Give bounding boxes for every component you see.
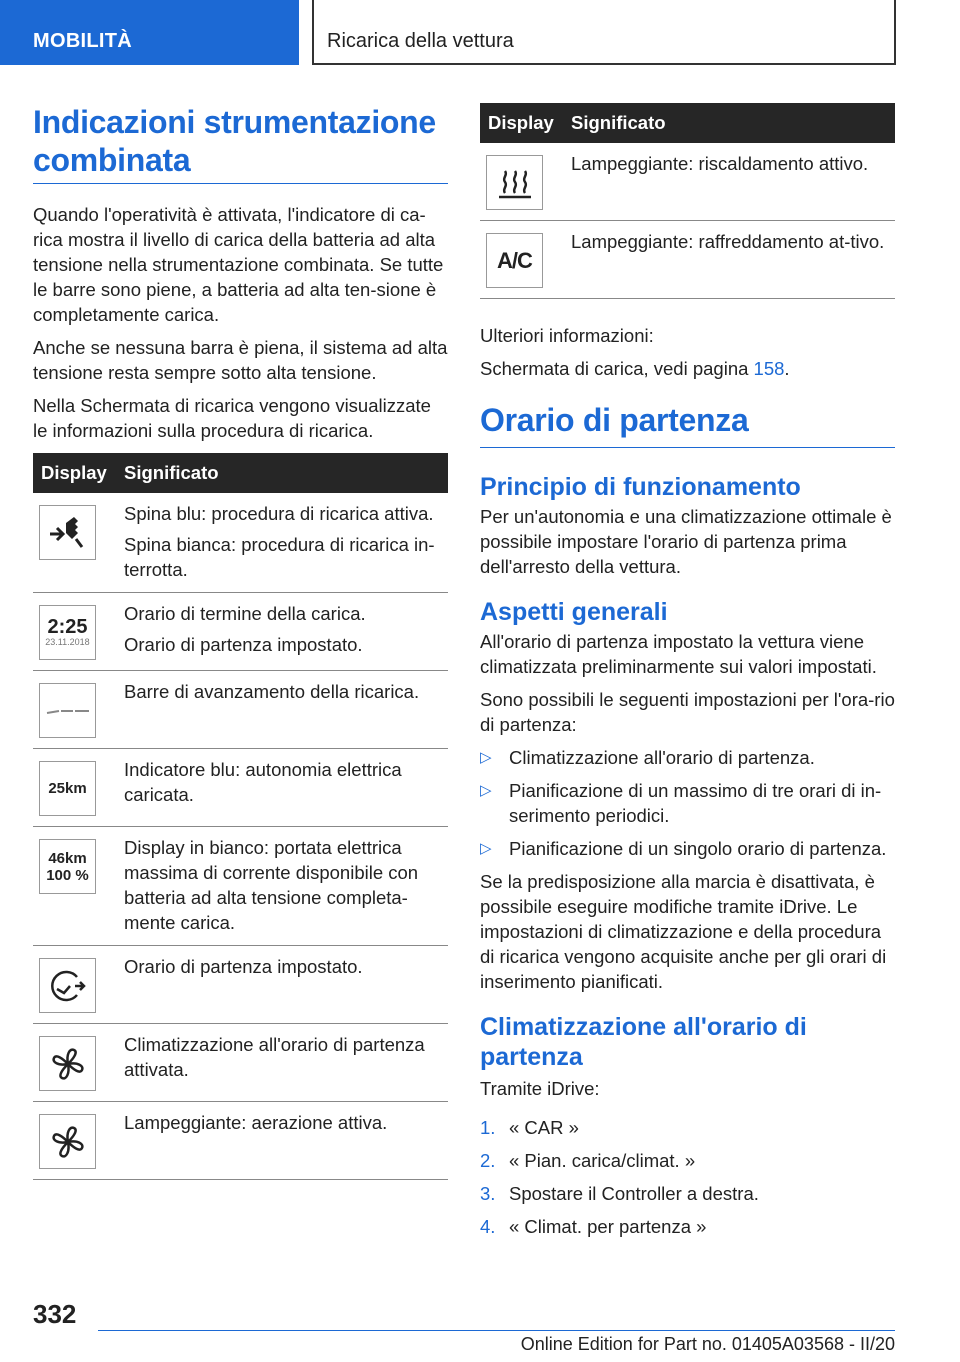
meaning-text: Orario di partenza impostato. <box>124 634 363 655</box>
more-info-label: Ulteriori informazioni: <box>480 325 654 346</box>
section-tab <box>0 0 299 65</box>
table-row <box>33 946 448 1024</box>
subsection-heading: Principio di funzionamento <box>480 473 801 501</box>
bullet-marker: ▷ <box>480 749 492 766</box>
meaning-text: Orario di partenza impostato. <box>124 956 363 977</box>
display-table <box>480 103 895 299</box>
table-row <box>33 1102 448 1180</box>
list-item: ▷ Pianificazione di un singolo orario di partenza. <box>480 838 887 859</box>
paragraph: Per un'autonomia e una climatizzazione ottimale è possibile impostare l'orario di partenza prima dell'arresto della vettura. <box>480 506 892 577</box>
meaning-text: Lampeggiante: raffreddamento at-tivo. <box>571 231 885 252</box>
edition-footer: Online Edition for Part no. 01405A03568 - II/20 <box>520 1334 895 1354</box>
charge-end-time-icon: 2:25 23.11.2018 <box>39 605 96 660</box>
chapter-title: Ricarica della vettura <box>327 30 514 52</box>
page-number: 332 <box>33 1299 77 1329</box>
ac-icon: A/C <box>486 233 543 288</box>
section-heading: Orario di partenza <box>480 401 895 448</box>
meaning-text: Lampeggiante: aerazione attiva. <box>124 1112 388 1133</box>
subsection-heading: Climatizzazione all'orario di partenza <box>480 1013 807 1071</box>
list-item: ▷ Pianificazione di un massimo di tre orari di in-serimento periodici. <box>480 780 882 826</box>
heating-icon <box>486 155 543 210</box>
meaning-text: Climatizzazione all'orario di partenza attivata. <box>124 1034 425 1080</box>
column-header-meaning: Significato <box>571 103 895 143</box>
section-title: MOBILITÀ <box>33 30 133 52</box>
step-item: 1. « CAR » <box>480 1117 579 1138</box>
column-header-display: Display <box>480 103 571 143</box>
table-row <box>480 221 895 299</box>
column-header-display: Display <box>33 453 124 493</box>
table-row <box>480 143 895 221</box>
meaning-text: Orario di termine della carica. <box>124 603 366 624</box>
fan-icon <box>39 1114 96 1169</box>
paragraph: All'orario di partenza impostato la vettura viene climatizzata preliminarmente sui valori impostati. <box>480 631 877 677</box>
fan-icon <box>39 1036 96 1091</box>
paragraph: Nella Schermata di ricarica vengono visualizzate le informazioni sulla procedura di ricarica. <box>33 395 431 441</box>
charging-plug-icon <box>39 505 96 560</box>
meaning-text: Display in bianco: portata elettrica massima di corrente disponibile con batteria ad alta tensione completa-mente carica. <box>124 837 419 933</box>
section-heading: Indicazioni strumentazione combinata <box>33 103 448 184</box>
paragraph: Quando l'operatività è attivata, l'indicatore di ca-rica mostra il livello di carica della batteria ad alta tensione nella strumentazione combinata. Se tutte le barre sono piene, a batteria ad alta ten-sione è completamente carica. <box>33 204 444 325</box>
step-item: 2. « Pian. carica/climat. » <box>480 1150 696 1171</box>
left-column <box>33 103 448 1180</box>
meaning-text: Lampeggiante: riscaldamento attivo. <box>571 153 869 174</box>
meaning-text: Indicatore blu: autonomia elettrica caricata. <box>124 759 402 805</box>
step-list <box>480 1115 895 1239</box>
step-item: 3. Spostare il Controller a destra. <box>480 1183 759 1204</box>
table-row <box>33 493 448 593</box>
max-range-icon: 46km 100 % <box>39 839 96 894</box>
display-table <box>33 453 448 1180</box>
step-item: 4. « Climat. per partenza » <box>480 1216 707 1237</box>
bullet-list <box>480 745 895 861</box>
subsection-heading: Aspetti generali <box>480 598 668 626</box>
column-header-meaning: Significato <box>124 453 448 493</box>
meaning-text: Spina blu: procedura di ricarica attiva. <box>124 503 434 524</box>
meaning-text: Barre di avanzamento della ricarica. <box>124 681 420 702</box>
departure-time-icon <box>39 958 96 1013</box>
charge-progress-bars-icon <box>39 683 96 738</box>
paragraph: Tramite iDrive: <box>480 1078 600 1099</box>
right-column <box>480 103 895 1247</box>
paragraph: Sono possibili le seguenti impostazioni per l'ora-rio di partenza: <box>480 689 895 735</box>
chapter-box <box>312 0 896 65</box>
more-info: Schermata di carica, vedi pagina 158. <box>480 358 790 379</box>
table-row <box>33 1024 448 1102</box>
table-row <box>33 671 448 749</box>
bullet-marker: ▷ <box>480 782 492 799</box>
electric-range-icon: 25km <box>39 761 96 816</box>
paragraph: Se la predisposizione alla marcia è disattivata, è possibile eseguire modifiche tramite iDrive. Le impostazioni di climatizzazione e della procedura di ricarica vengono acquisite anche per gli orari di inserimento pianificati. <box>480 871 887 992</box>
paragraph: Anche se nessuna barra è piena, il sistema ad alta tensione resta sempre sotto alta tensione. <box>33 337 448 383</box>
bullet-marker: ▷ <box>480 840 492 857</box>
table-row <box>33 827 448 946</box>
table-row <box>33 749 448 827</box>
list-item: ▷ Climatizzazione all'orario di partenza. <box>480 747 815 768</box>
page-link[interactable]: 158 <box>753 358 785 379</box>
table-row <box>33 593 448 671</box>
footer-rule <box>98 1330 895 1331</box>
meaning-text: Spina bianca: procedura di ricarica in-terrotta. <box>124 534 435 580</box>
